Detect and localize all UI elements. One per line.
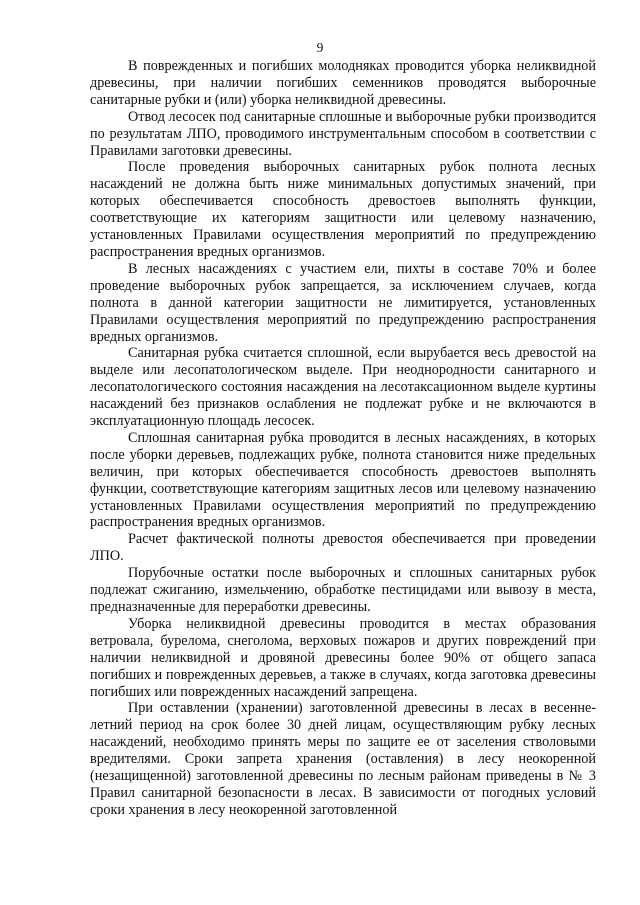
paragraph: В поврежденных и погибших молодняках проводится уборка неликвидной древесины, при наличии погибших семенников проводятся выборочные санитарные рубки и (или) уборка неликвидной древесины. bbox=[90, 58, 596, 108]
paragraph: Порубочные остатки после выборочных и сплошных санитарных рубок подлежат сжиганию, измельчению, обработке пестицидами или вывозу в места, предназначенные для переработки древесины. bbox=[90, 565, 596, 615]
paragraph: После проведения выборочных санитарных рубок полнота лесных насаждений не должна быть ниже минимальных допустимых значений, при которых обеспечивается способность древостоев выполнять функции, соответствующие их категориям защитности или целевому назначению, установленных Правилами осуществления мероприятий по предупреждению распространения вредных организмов. bbox=[90, 159, 596, 260]
paragraph: Санитарная рубка считается сплошной, если вырубается весь древостой на выделе или лесопатологическом выделе. При неоднородности санитарного и лесопатологического состояния насаждения на лесотаксационном выделе куртины насаждений без признаков ослабления не подлежат рубке и не включаются в эксплуатационную площадь лесосек. bbox=[90, 345, 596, 430]
paragraph: В лесных насаждениях с участием ели, пихты в составе 70% и более проведение выборочных рубок запрещается, за исключением случаев, когда полнота в данной категории защитности не лимитируется, установленных Правилами осуществления мероприятий по предупреждению распространения вредных организмов. bbox=[90, 260, 596, 345]
paragraph: Отвод лесосек под санитарные сплошные и выборочные рубки производится по результатам ЛПО, проводимого инструментальным способом в соответствии с Правилами заготовки древесины. bbox=[90, 108, 596, 159]
page-number: 9 bbox=[316, 40, 324, 55]
document-body bbox=[90, 58, 596, 819]
paragraph: Расчет фактической полноты древостоя обеспечивается при проведении ЛПО. bbox=[90, 531, 596, 565]
paragraph: Сплошная санитарная рубка проводится в лесных насаждениях, в которых после уборки деревьев, подлежащих рубке, полнота становится ниже предельных величин, при которых обеспечивается способность древостоев выполнять функции, соответствующие категориям защитных лесов или целевому назначению установленных Правилами осуществления мероприятий по предупреждению распространения вредных организмов. bbox=[90, 429, 596, 531]
paragraph: Уборка неликвидной древесины проводится в местах образования ветровала, бурелома, снеголома, верховых пожаров и других повреждений при наличии неликвидной и дровяной древесины более 90% от общего запаса погибших и поврежденных деревьев, а также в случаях, когда заготовка древесины погибших или поврежденных насаждений запрещена. bbox=[90, 615, 596, 700]
paragraph: При оставлении (хранении) заготовленной древесины в лесах в весенне-летний период на срок более 30 дней лицам, осуществляющим рубку лесных насаждений, необходимо принять меры по защите ее от заселения стволовыми вредителями. Сроки запрета хранения (оставления) в лесу неокоренной (незащищенной) заготовленной древесины по лесным районам приведены в № 3 Правил санитарной безопасности в лесах. В зависимости от погодных условий сроки хранения в лесу неокоренной заготовленной bbox=[90, 700, 596, 818]
